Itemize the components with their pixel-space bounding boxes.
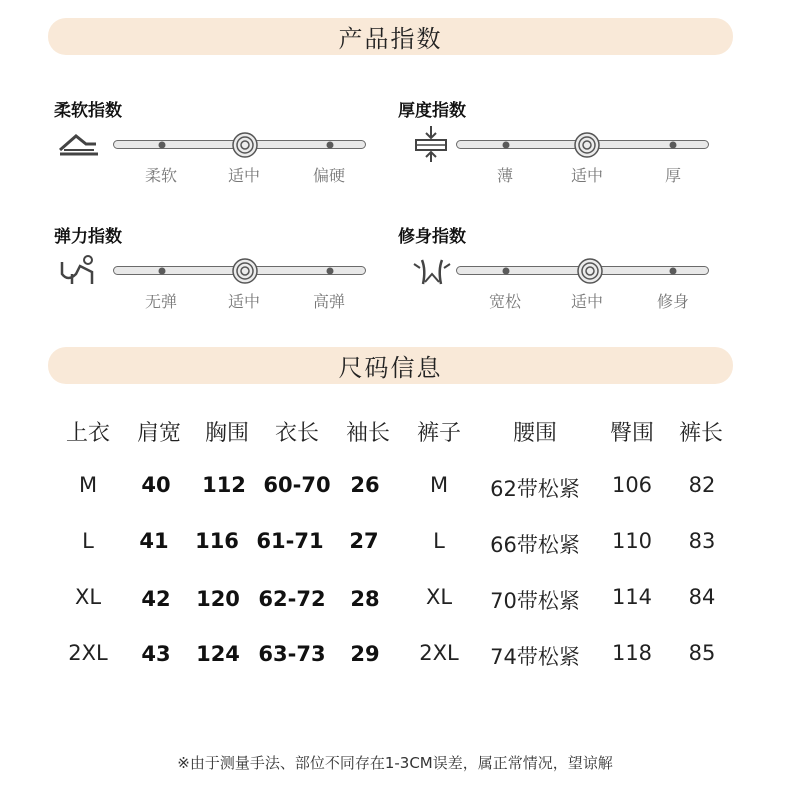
product-index-title: 产品指数 bbox=[338, 25, 443, 53]
table-cell: 120 bbox=[196, 587, 240, 611]
table-cell: 28 bbox=[350, 587, 380, 611]
table-cell: 82 bbox=[688, 473, 716, 497]
table-cell: 85 bbox=[688, 641, 716, 665]
thickness-compress-icon bbox=[410, 124, 454, 164]
fit-level-dot bbox=[503, 267, 510, 274]
table-header-hip: 臀围 bbox=[609, 421, 655, 446]
table-cell: 26 bbox=[350, 473, 380, 497]
table-cell: 74带松紧 bbox=[490, 645, 580, 669]
thickness-level-dot bbox=[670, 141, 677, 148]
size-info-banner bbox=[48, 347, 733, 384]
elasticity-level-dot bbox=[327, 267, 334, 274]
fabric-softness-icon bbox=[56, 124, 100, 164]
thickness-level-dot bbox=[503, 141, 510, 148]
table-cell: 61-71 bbox=[256, 529, 324, 553]
softness-level-label: 偏硬 bbox=[312, 166, 346, 185]
table-cell: L bbox=[433, 529, 445, 553]
table-cell: M bbox=[78, 473, 98, 497]
product-index-banner bbox=[48, 18, 733, 55]
table-cell: 40 bbox=[141, 473, 171, 497]
softness-level-label: 柔软 bbox=[144, 166, 178, 185]
table-header-top: 上衣 bbox=[65, 421, 111, 446]
body-fit-icon bbox=[410, 252, 454, 292]
fit-slider-track bbox=[456, 266, 709, 275]
elasticity-index-title: 弹力指数 bbox=[54, 227, 122, 247]
table-header-chest: 胸围 bbox=[204, 421, 250, 446]
table-header-length: 衣长 bbox=[274, 421, 320, 446]
table-cell: 41 bbox=[139, 529, 169, 553]
table-cell: 27 bbox=[349, 529, 379, 553]
table-cell: XL bbox=[74, 585, 102, 609]
table-cell: 66带松紧 bbox=[490, 533, 580, 557]
table-cell: 124 bbox=[196, 642, 240, 666]
table-cell: 2XL bbox=[68, 641, 108, 665]
elasticity-level-label: 适中 bbox=[227, 292, 261, 311]
table-cell: 62-72 bbox=[258, 587, 326, 611]
thickness-level-label: 适中 bbox=[570, 166, 604, 185]
table-cell: 43 bbox=[141, 642, 171, 666]
table-cell: 83 bbox=[688, 529, 716, 553]
table-header-sleeve: 袖长 bbox=[345, 421, 391, 446]
softness-level-dot bbox=[159, 141, 166, 148]
table-cell: 29 bbox=[350, 642, 380, 666]
elasticity-selected-knob bbox=[232, 258, 258, 284]
fit-level-label: 宽松 bbox=[488, 292, 522, 311]
table-cell: M bbox=[429, 473, 449, 497]
table-header-shoulder: 肩宽 bbox=[136, 421, 182, 446]
table-cell: L bbox=[82, 529, 94, 553]
elasticity-slider-track bbox=[113, 266, 366, 275]
thickness-slider-track bbox=[456, 140, 709, 149]
softness-index-title: 柔软指数 bbox=[54, 101, 122, 121]
softness-level-label: 适中 bbox=[227, 166, 261, 185]
softness-selected-knob bbox=[232, 132, 258, 158]
table-cell: 116 bbox=[195, 529, 239, 553]
table-cell: 42 bbox=[141, 587, 171, 611]
fit-index-title: 修身指数 bbox=[398, 227, 466, 247]
table-cell: 2XL bbox=[419, 641, 459, 665]
fit-selected-knob bbox=[577, 258, 603, 284]
table-header-waist: 腰围 bbox=[512, 421, 558, 446]
table-cell: XL bbox=[425, 585, 453, 609]
elasticity-level-dot bbox=[159, 267, 166, 274]
table-cell: 118 bbox=[611, 641, 653, 665]
size-info-title: 尺码信息 bbox=[338, 354, 443, 382]
softness-slider-track bbox=[113, 140, 366, 149]
thickness-selected-knob bbox=[574, 132, 600, 158]
table-cell: 84 bbox=[688, 585, 716, 609]
table-cell: 110 bbox=[611, 529, 653, 553]
thickness-index-title: 厚度指数 bbox=[398, 101, 466, 121]
table-header-pants: 裤子 bbox=[416, 421, 462, 446]
table-cell: 114 bbox=[611, 585, 653, 609]
table-header-pants-length: 裤长 bbox=[678, 421, 724, 446]
table-cell: 60-70 bbox=[263, 473, 331, 497]
elasticity-level-label: 高弹 bbox=[312, 292, 346, 311]
thickness-level-label: 薄 bbox=[496, 166, 514, 185]
elasticity-level-label: 无弹 bbox=[144, 292, 178, 311]
measurement-footnote: ※由于测量手法、部位不同存在1-3CM误差，属正常情况，望谅解 bbox=[177, 754, 613, 772]
stretch-figure-icon bbox=[58, 252, 102, 292]
softness-level-dot bbox=[327, 141, 334, 148]
fit-level-label: 修身 bbox=[656, 292, 690, 311]
fit-level-dot bbox=[670, 267, 677, 274]
fit-level-label: 适中 bbox=[570, 292, 604, 311]
table-cell: 70带松紧 bbox=[490, 589, 580, 613]
table-cell: 112 bbox=[202, 473, 246, 497]
table-cell: 106 bbox=[611, 473, 653, 497]
thickness-level-label: 厚 bbox=[664, 166, 682, 185]
table-cell: 63-73 bbox=[258, 642, 326, 666]
table-cell: 62带松紧 bbox=[490, 477, 580, 501]
